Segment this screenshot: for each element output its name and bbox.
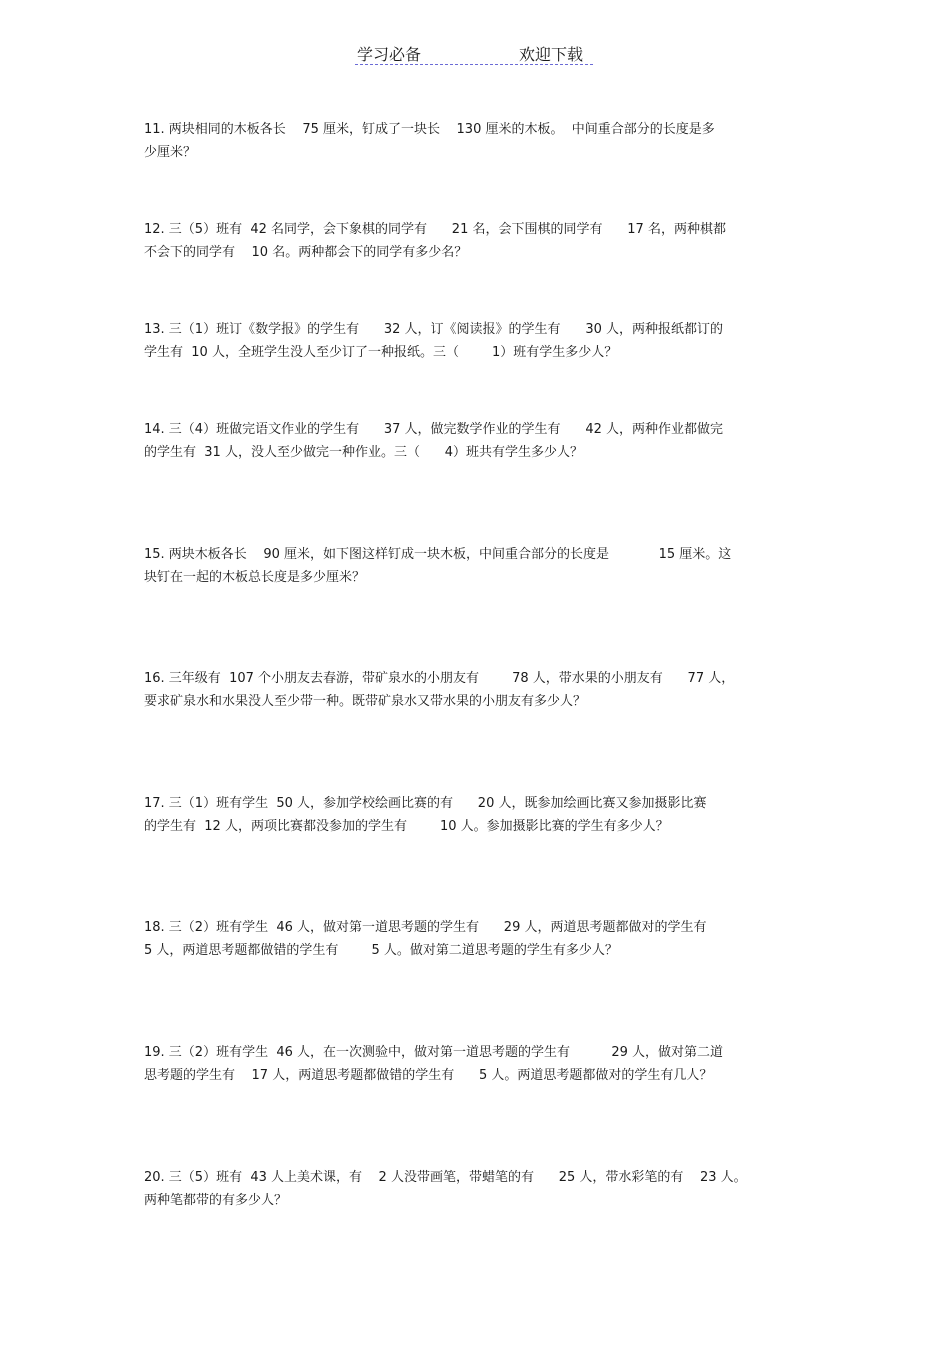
question-text-line: 19. 三（2）班有学生 46 人，在一次测验中，做对第一道思考题的学生有 29 人，做对第二道 xyxy=(144,1045,724,1060)
question-text-line: 的学生有 31 人，没人至少做完一种作业。三（ 4）班共有学生多少人？ xyxy=(144,445,584,460)
header-dashed-rule xyxy=(355,64,593,65)
question-text-line: 20. 三（5）班有 43 人上美术课，有 2 人没带画笔，带蜡笔的有 25 人，带水彩笔的有 23 人。 xyxy=(144,1170,747,1185)
question-15 xyxy=(144,543,814,589)
question-20 xyxy=(144,1166,814,1212)
question-19 xyxy=(144,1041,814,1087)
question-text-line: 13. 三（1）班订《数学报》的学生有 32 人，订《阅读报》的学生有 30 人，两种报纸都订的 xyxy=(144,322,724,337)
question-13 xyxy=(144,318,814,364)
question-11 xyxy=(144,118,814,164)
question-text-line: 要求矿泉水和水果没人至少带一种。既带矿泉水又带水果的小朋友有多少人？ xyxy=(144,694,587,709)
page-header xyxy=(355,40,595,68)
question-text-line: 5 人，两道思考题都做错的学生有 5 人。做对第二道思考题的学生有多少人？ xyxy=(144,943,618,958)
question-16 xyxy=(144,667,814,713)
question-text-line: 不会下的同学有 10 名。两种都会下的同学有多少名？ xyxy=(144,245,468,260)
question-text-line: 18. 三（2）班有学生 46 人，做对第一道思考题的学生有 29 人，两道思考题都做对的学生有 xyxy=(144,920,707,935)
question-text-line: 块钉在一起的木板总长度是多少厘米？ xyxy=(144,570,366,585)
question-text-line: 少厘米？ xyxy=(144,145,197,160)
question-14 xyxy=(144,418,814,464)
question-text-line: 两种笔都带的有多少人？ xyxy=(144,1193,288,1208)
question-text-line: 思考题的学生有 17 人，两道思考题都做错的学生有 5 人。两道思考题都做对的学生有几人？ xyxy=(144,1068,713,1083)
question-text-line: 17. 三（1）班有学生 50 人，参加学校绘画比赛的有 20 人，既参加绘画比赛又参加摄影比赛 xyxy=(144,796,707,811)
question-text-line: 16. 三年级有 107 个小朋友去春游，带矿泉水的小朋友有 78 人，带水果的小朋友有 77 人， xyxy=(144,671,735,686)
question-17 xyxy=(144,792,814,838)
question-text-line: 的学生有 12 人，两项比赛都没参加的学生有 10 人。参加摄影比赛的学生有多少人？ xyxy=(144,819,669,834)
header-left-text: 学习必备 xyxy=(357,45,422,64)
header-right-text: 欢迎下载 xyxy=(519,45,584,64)
question-18 xyxy=(144,916,814,962)
question-text-line: 14. 三（4）班做完语文作业的学生有 37 人，做完数学作业的学生有 42 人，两种作业都做完 xyxy=(144,422,724,437)
question-text-line: 12. 三（5）班有 42 名同学，会下象棋的同学有 21 名，会下围棋的同学有 17 名，两种棋都 xyxy=(144,222,726,237)
question-text-line: 15. 两块木板各长 90 厘米，如下图这样钉成一块木板，中间重合部分的长度是 15 厘米。这 xyxy=(144,547,732,562)
question-text-line: 11. 两块相同的木板各长 75 厘米，钉成了一块长 130 厘米的木板。 中间重合部分的长度是多 xyxy=(144,122,715,137)
question-text-line: 学生有 10 人，全班学生没人至少订了一种报纸。三（ 1）班有学生多少人？ xyxy=(144,345,618,360)
question-12 xyxy=(144,218,814,264)
